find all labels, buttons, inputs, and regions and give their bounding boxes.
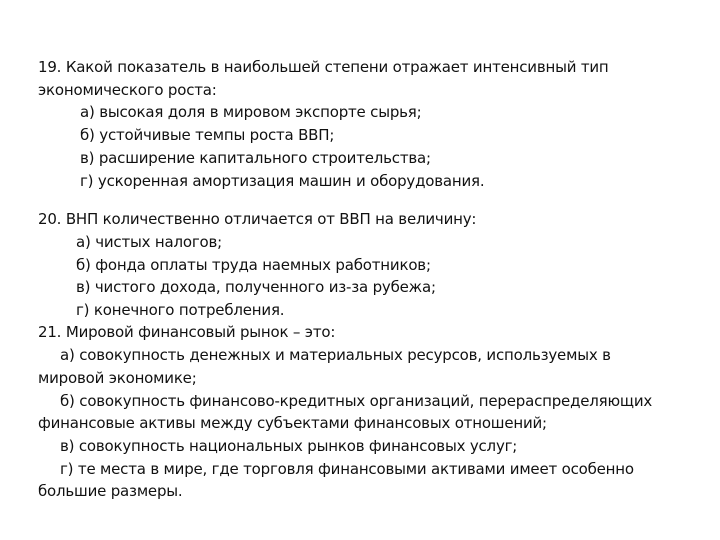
q21-option-d-line1: г) те места в мире, где торговля финансовыми активами имеет особенно: [60, 460, 634, 478]
q19-option-b: б) устойчивые темпы роста ВВП;: [80, 126, 335, 144]
q21-option-a-line1: а) совокупность денежных и материальных ресурсов, используемых в: [60, 346, 611, 364]
q19-option-c: в) расширение капитального строительства;: [80, 149, 431, 167]
q19-question-line2: экономического роста:: [38, 81, 217, 99]
q19-option-d: г) ускоренная амортизация машин и оборудования.: [80, 172, 485, 190]
q19-question-line1: 19. Какой показатель в наибольшей степени отражает интенсивный тип: [38, 58, 609, 76]
q20-option-a: а) чистых налогов;: [76, 233, 223, 251]
q21-option-c: в) совокупность национальных рынков финансовых услуг;: [60, 437, 518, 455]
q21-option-a-line2: мировой экономике;: [38, 369, 197, 387]
q20-option-d: г) конечного потребления.: [76, 301, 285, 319]
q20-option-c: в) чистого дохода, полученного из-за рубежа;: [76, 278, 436, 296]
q21-question: 21. Мировой финансовый рынок – это:: [38, 323, 336, 341]
q19-option-a: а) высокая доля в мировом экспорте сырья;: [80, 103, 422, 121]
q21-option-d-line2: большие размеры.: [38, 482, 183, 500]
q21-option-b-line2: финансовые активы между субъектами финансовых отношений;: [38, 414, 547, 432]
q20-question: 20. ВНП количественно отличается от ВВП на величину:: [38, 210, 477, 228]
q20-option-b: б) фонда оплаты труда наемных работников;: [76, 256, 431, 274]
q21-option-b-line1: б) совокупность финансово-кредитных организаций, перераспределяющих: [60, 392, 653, 410]
